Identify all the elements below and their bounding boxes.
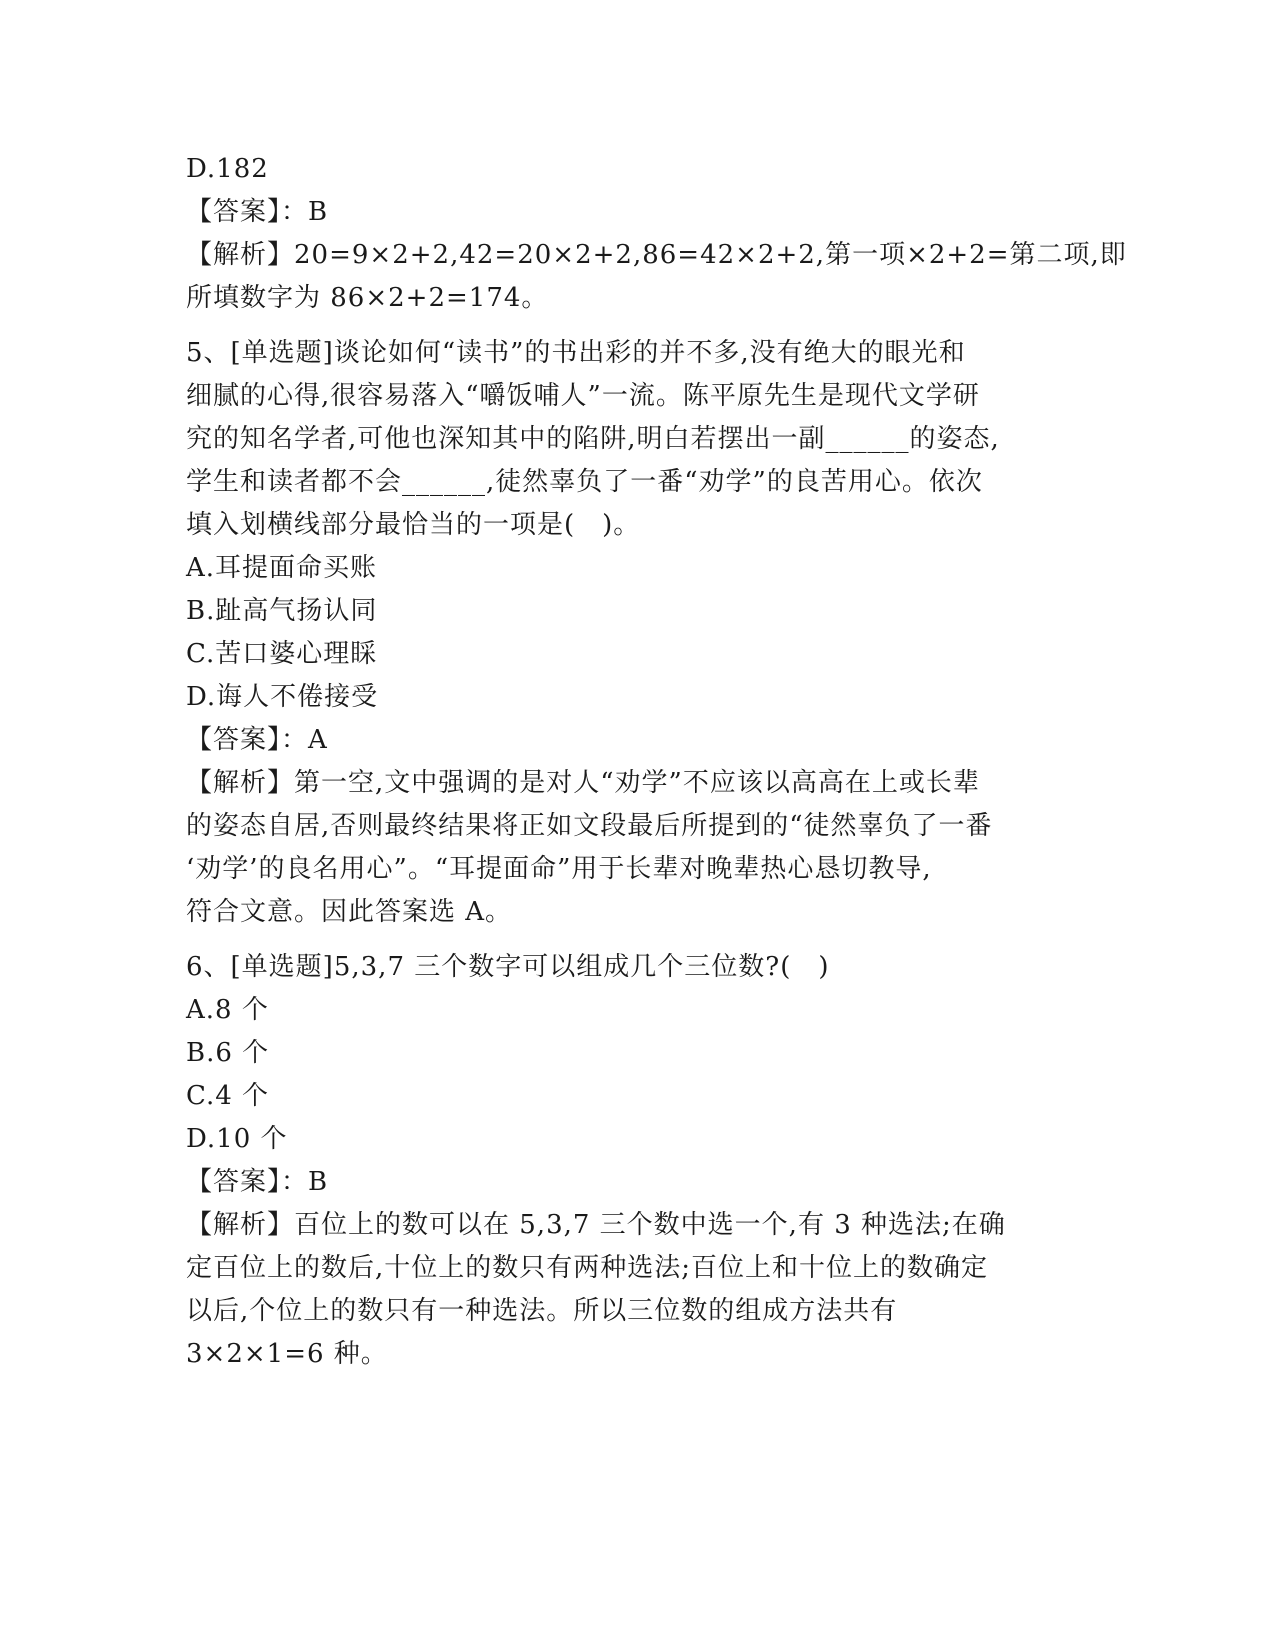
option-c: C.4 个 [186, 1081, 270, 1111]
analysis [186, 762, 1086, 934]
options-list [186, 989, 1086, 1161]
stem-line: 究的知名学者,可他也深知其中的陷阱,明白若摆出一副______的姿态, [186, 424, 1000, 454]
stem-line: 5、[单选题]谈论如何“读书”的书出彩的并不多,没有绝大的眼光和 [186, 338, 966, 368]
option-d: D.10 个 [186, 1124, 288, 1154]
options-list [186, 547, 1086, 719]
question-6 [186, 946, 1086, 1376]
analysis-line: 符合文意。因此答案选 A。 [186, 897, 513, 927]
answer: 【答案】：B [186, 1167, 329, 1197]
stem-line: 学生和读者都不会______,徒然辜负了一番“劝学”的良苦用心。依次 [186, 467, 983, 497]
question-stem [186, 332, 1086, 547]
question-5 [186, 332, 1086, 934]
analysis-line: 以后,个位上的数只有一种选法。所以三位数的组成方法共有 [186, 1296, 898, 1326]
stem-line: 6、[单选题]5,3,7 三个数字可以组成几个三位数?( ) [186, 952, 830, 982]
analysis-line: 【解析】20=9×2+2,42=20×2+2,86=42×2+2,第一项×2+2=第二项,即 [186, 240, 1127, 270]
analysis-line: ‘劝学’的良名用心”。“耳提面命”用于长辈对晚辈热心恳切教导, [186, 854, 932, 884]
analysis-line: 所填数字为 86×2+2=174。 [186, 283, 549, 313]
analysis-line: 【解析】百位上的数可以在 5,3,7 三个数中选一个,有 3 种选法;在确 [186, 1210, 1006, 1240]
stem-line: 细腻的心得,很容易落入“嚼饭哺人”一流。陈平原先生是现代文学研 [186, 381, 980, 411]
analysis-line: 定百位上的数后,十位上的数只有两种选法;百位上和十位上的数确定 [186, 1253, 989, 1283]
analysis [186, 234, 1127, 320]
question-stem [186, 946, 1086, 989]
option-a: A.耳提面命买账 [186, 553, 378, 583]
option-b: B.6 个 [186, 1038, 270, 1068]
option-a: A.8 个 [186, 995, 269, 1025]
stem-line: 填入划横线部分最恰当的一项是( )。 [186, 510, 641, 540]
answer: 【答案】：A [186, 725, 328, 755]
analysis-line: 【解析】第一空,文中强调的是对人“劝学”不应该以高高在上或长辈 [186, 768, 980, 798]
option-d: D.182 [186, 154, 269, 184]
answer: 【答案】：B [186, 197, 329, 227]
question-4-tail [186, 148, 1127, 320]
option-b: B.趾高气扬认同 [186, 596, 378, 626]
option-d: D.诲人不倦接受 [186, 682, 379, 712]
analysis [186, 1204, 1086, 1376]
analysis-line: 3×2×1=6 种。 [186, 1339, 388, 1369]
analysis-line: 的姿态自居,否则最终结果将正如文段最后所提到的“徒然辜负了一番 [186, 811, 993, 841]
option-c: C.苦口婆心理睬 [186, 639, 378, 669]
document-page [186, 148, 1127, 1376]
